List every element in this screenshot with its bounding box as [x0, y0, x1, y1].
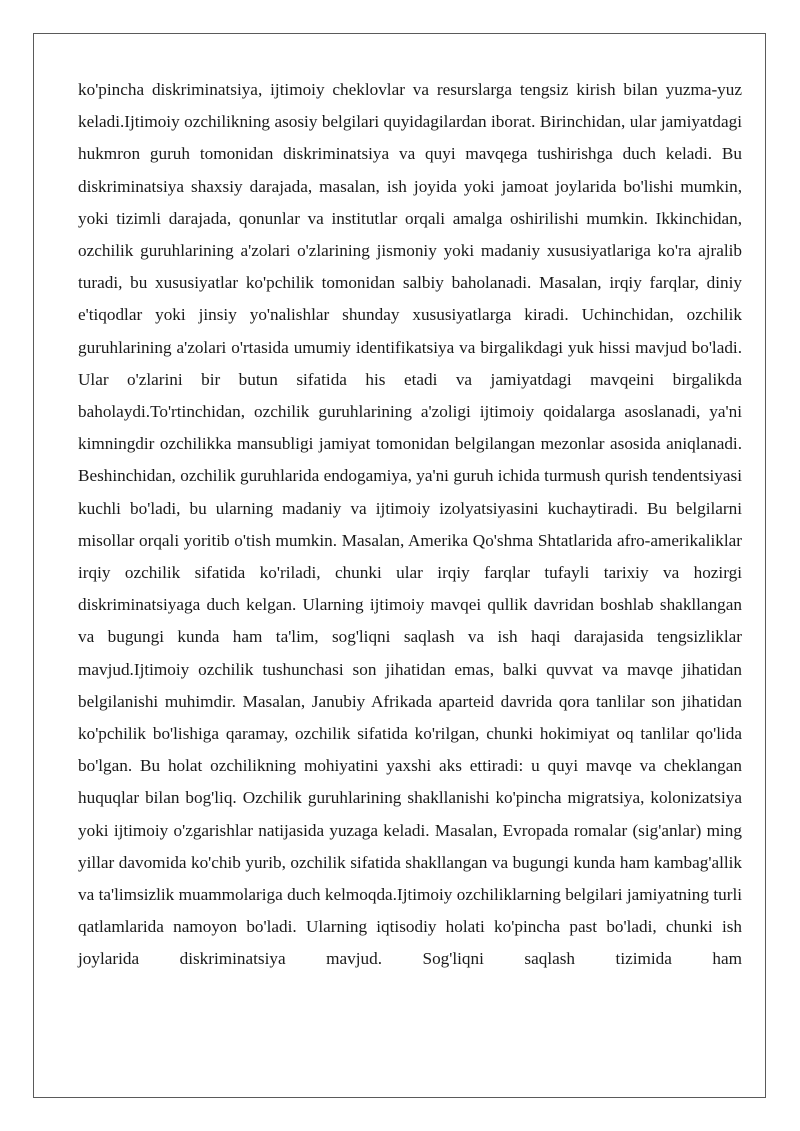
body-paragraph: ko'pincha diskriminatsiya, ijtimoiy cheklovlar va resurslarga tengsiz kirish bilan yuzma-yuz keladi.Ijtimoiy ozchilikning asosiy belgilari quyidagilardan iborat. Birinchidan, ular jamiyatdagi hukmron guruh tomonidan diskriminatsiya va quyi mavqega tushirishga duch keladi. Bu diskriminatsiya shaxsiy darajada, masalan, ish joyida yoki jamoat joylarida bo'lishi mumkin, yoki tizimli darajada, qonunlar va institutlar orqali amalga oshirilishi mumkin. Ikkinchidan, ozchilik guruhlarining a'zolari o'zlarining jismoniy yoki madaniy xususiyatlariga ko'ra ajralib turadi, bu xususiyatlar ko'pchilik tomonidan salbiy baholanadi. Masalan, irqiy farqlar, diniy e'tiqodlar yoki jinsiy yo'nalishlar shunday xususiyatlarga kiradi. Uchinchidan, ozchilik guruhlarining a'zolari o'rtasida umumiy identifikatsiya va birgalikdagi yuk hissi mavjud bo'ladi. Ular o'zlarini bir butun sifatida his etadi va jamiyatdagi mavqeini birgalikda baholaydi.To'rtinchidan, ozchilik guruhlarining a'zoligi ijtimoiy qoidalarga asoslanadi, ya'ni kimningdir ozchilikka mansubligi jamiyat tomonidan belgilangan mezonlar asosida aniqlanadi. Beshinchidan, ozchilik guruhlarida endogamiya, ya'ni guruh ichida turmush qurish tendentsiyasi kuchli bo'ladi, bu ularning madaniy va ijtimoiy izolyatsiyasini kuchaytiradi. Bu belgilarni misollar orqali yoritib o'tish mumkin. Masalan, Amerika Qo'shma Shtatlarida afro-amerikaliklar irqiy ozchilik sifatida ko'riladi, chunki ular irqiy farqlar tufayli tarixiy va hozirgi diskriminatsiyaga duch kelgan. Ularning ijtimoiy mavqei qullik davridan boshlab shakllangan va bugungi kunda ham ta'lim, sog'liqni saqlash va ish haqi darajasida tengsizliklar mavjud.Ijtimoiy ozchilik tushunchasi son jihatidan emas, balki quvvat va mavqe jihatidan belgilanishi muhimdir. Masalan, Janubiy Afrikada aparteid davrida qora tanlilar son jihatidan ko'pchilik bo'lishiga qaramay, ozchilik sifatida ko'rilgan, chunki hokimiyat oq tanlilar qo'lida bo'lgan. Bu holat ozchilikning mohiyatini yaxshi aks ettiradi: u quyi mavqe va cheklangan huquqlar bilan bog'liq. Ozchilik guruhlarining shakllanishi ko'pincha migratsiya, kolonizatsiya yoki ijtimoiy o'zgarishlar natijasida yuzaga keladi. Masalan, Evropada romalar (sig'anlar) ming yillar davomida ko'chib yurib, ozchilik sifatida shakllangan va bugungi kunda ham kambag'allik va ta'limsizlik muammolariga duch kelmoqda.Ijtimoiy ozchiliklarning belgilari jamiyatning turli qatlamlarida namoyon bo'ladi. Ularning iqtisodiy holati ko'pincha past bo'ladi, chunki ish joylarida diskriminatsiya mavjud. Sog'liqni saqlash tizimida ham	[78, 80, 742, 969]
